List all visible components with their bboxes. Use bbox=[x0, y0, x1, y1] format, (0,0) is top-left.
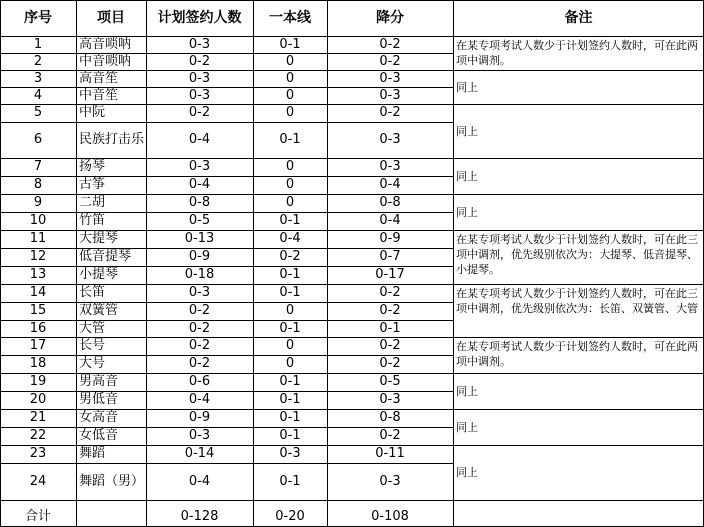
cell-tier1[interactable]: 0-1 bbox=[279, 392, 301, 407]
cell-drop[interactable]: 0-3 bbox=[379, 132, 401, 147]
cell-tier1[interactable]: 0-1 bbox=[279, 374, 301, 389]
cell-tier1[interactable]: 0-1 bbox=[279, 428, 301, 443]
cell-tier1[interactable]: 0 bbox=[285, 303, 295, 318]
cell-plan[interactable]: 0-8 bbox=[188, 195, 211, 210]
cell-tier1[interactable]: 0 bbox=[285, 338, 295, 353]
cell-tier1[interactable]: 0-1 bbox=[279, 132, 301, 147]
cell-drop[interactable]: 0-3 bbox=[379, 473, 401, 489]
cell-item[interactable]: 舞蹈 bbox=[79, 446, 106, 461]
cell-drop[interactable]: 0-2 bbox=[379, 303, 401, 318]
cell-seq[interactable]: 14 bbox=[29, 285, 47, 300]
cell-item[interactable]: 大号 bbox=[79, 356, 106, 371]
cell-plan[interactable]: 0-5 bbox=[188, 213, 211, 228]
cell-seq[interactable]: 4 bbox=[33, 87, 43, 103]
cell-seq[interactable]: 8 bbox=[33, 177, 43, 192]
cell-drop[interactable]: 0-4 bbox=[379, 213, 401, 228]
cell-tier1[interactable]: 0 bbox=[285, 159, 295, 174]
cell-plan[interactable]: 0-2 bbox=[188, 53, 211, 69]
cell-item[interactable]: 中音唢呐 bbox=[79, 53, 132, 69]
cell-item[interactable]: 高音笙 bbox=[79, 70, 119, 86]
cell-seq[interactable]: 16 bbox=[29, 320, 47, 336]
cell-tier1[interactable]: 0-1 bbox=[279, 213, 301, 228]
cell-item[interactable]: 女高音 bbox=[79, 410, 119, 425]
cell-plan[interactable]: 0-2 bbox=[188, 105, 211, 120]
cell-seq[interactable]: 11 bbox=[29, 231, 47, 246]
cell-item[interactable]: 舞蹈（男） bbox=[79, 473, 145, 489]
cell-tier1[interactable]: 0-2 bbox=[279, 249, 301, 264]
cell-seq[interactable]: 21 bbox=[29, 410, 47, 425]
cell-item[interactable]: 高音唢呐 bbox=[79, 36, 132, 52]
cell-seq[interactable]: 15 bbox=[29, 303, 47, 318]
cell-item[interactable]: 低音提琴 bbox=[79, 249, 132, 264]
cell-tier1[interactable]: 0 bbox=[285, 53, 295, 69]
cell-plan[interactable]: 0-18 bbox=[184, 267, 215, 282]
cell-seq[interactable]: 23 bbox=[29, 446, 47, 461]
cell-drop[interactable]: 0-3 bbox=[379, 392, 401, 407]
cell-drop[interactable]: 0-2 bbox=[379, 338, 401, 353]
cell-plan[interactable]: 0-3 bbox=[188, 70, 211, 86]
cell-item[interactable]: 长号 bbox=[79, 338, 106, 353]
cell-seq[interactable]: 9 bbox=[33, 195, 43, 210]
cell-tier1[interactable]: 0 bbox=[285, 70, 295, 86]
cell-drop[interactable]: 0-3 bbox=[379, 70, 401, 86]
cell-drop[interactable]: 0-11 bbox=[375, 446, 405, 461]
header-item[interactable]: 项目 bbox=[97, 10, 125, 26]
cell-tier1[interactable]: 0 bbox=[285, 356, 295, 371]
cell-tier1[interactable]: 0-1 bbox=[279, 285, 301, 300]
cell-item[interactable]: 大管 bbox=[79, 320, 106, 336]
cell-plan[interactable]: 0-6 bbox=[188, 374, 211, 389]
cell-item[interactable]: 中音笙 bbox=[79, 87, 119, 103]
cell-drop[interactable]: 0-1 bbox=[379, 320, 401, 336]
cell-seq[interactable]: 24 bbox=[29, 473, 47, 489]
cell-item[interactable]: 大提琴 bbox=[79, 231, 119, 246]
cell-plan[interactable]: 0-13 bbox=[184, 231, 215, 246]
cell-item[interactable]: 男低音 bbox=[79, 392, 119, 407]
cell-tier1[interactable]: 0 bbox=[285, 87, 295, 103]
cell-item[interactable]: 男高音 bbox=[79, 374, 119, 389]
cell-plan[interactable]: 0-3 bbox=[188, 285, 211, 300]
cell-item[interactable]: 双簧管 bbox=[79, 303, 119, 318]
cell-drop[interactable]: 0-2 bbox=[379, 356, 401, 371]
cell-item[interactable]: 小提琴 bbox=[79, 267, 119, 282]
total-item-empty[interactable] bbox=[76, 506, 146, 527]
cell-seq[interactable]: 12 bbox=[29, 249, 47, 264]
cell-item[interactable]: 竹笛 bbox=[79, 213, 106, 228]
note-cell[interactable]: 同上 bbox=[456, 205, 478, 219]
cell-item[interactable]: 古筝 bbox=[79, 177, 106, 192]
cell-tier1[interactable]: 0-1 bbox=[279, 267, 301, 282]
cell-plan[interactable]: 0-2 bbox=[188, 356, 211, 371]
cell-drop[interactable]: 0-2 bbox=[379, 53, 401, 69]
cell-drop[interactable]: 0-2 bbox=[379, 105, 401, 120]
cell-plan[interactable]: 0-2 bbox=[188, 338, 211, 353]
cell-drop[interactable]: 0-4 bbox=[379, 177, 401, 192]
header-seq[interactable]: 序号 bbox=[24, 10, 52, 26]
cell-plan[interactable]: 0-3 bbox=[188, 36, 211, 52]
cell-tier1[interactable]: 0-1 bbox=[279, 36, 301, 52]
cell-plan[interactable]: 0-4 bbox=[188, 132, 211, 147]
total-drop[interactable]: 0-108 bbox=[371, 508, 409, 524]
cell-plan[interactable]: 0-3 bbox=[188, 428, 211, 443]
note-cell[interactable]: 在某专项考试人数少于计划签约人数时，可在此两项中调剂。 bbox=[456, 340, 698, 368]
header-drop[interactable]: 降分 bbox=[376, 10, 404, 26]
cell-plan[interactable]: 0-9 bbox=[188, 410, 211, 425]
cell-drop[interactable]: 0-2 bbox=[379, 428, 401, 443]
cell-seq[interactable]: 20 bbox=[29, 392, 47, 407]
cell-plan[interactable]: 0-4 bbox=[188, 473, 211, 489]
note-cell[interactable]: 同上 bbox=[456, 169, 478, 183]
cell-drop[interactable]: 0-9 bbox=[379, 231, 401, 246]
cell-seq[interactable]: 10 bbox=[29, 213, 47, 228]
note-cell[interactable]: 在某专项考试人数少于计划签约人数时，可在此三项中调剂，优先级别依次为：大提琴、低音提琴、小提琴。 bbox=[456, 233, 698, 276]
cell-seq[interactable]: 18 bbox=[29, 356, 47, 371]
header-note[interactable]: 备注 bbox=[564, 10, 593, 26]
cell-item[interactable]: 女低音 bbox=[79, 428, 119, 443]
cell-drop[interactable]: 0-8 bbox=[379, 195, 401, 210]
cell-drop[interactable]: 0-3 bbox=[379, 159, 401, 174]
cell-item[interactable]: 长笛 bbox=[79, 285, 106, 300]
note-cell[interactable]: 同上 bbox=[456, 384, 478, 398]
note-cell[interactable]: 同上 bbox=[456, 420, 478, 434]
cell-item[interactable]: 民族打击乐 bbox=[79, 132, 145, 147]
cell-drop[interactable]: 0-7 bbox=[379, 249, 401, 264]
cell-plan[interactable]: 0-2 bbox=[188, 303, 211, 318]
cell-drop[interactable]: 0-5 bbox=[379, 374, 401, 389]
cell-tier1[interactable]: 0-3 bbox=[279, 446, 301, 461]
total-label[interactable]: 合计 bbox=[24, 508, 51, 524]
cell-plan[interactable]: 0-2 bbox=[188, 320, 211, 336]
cell-drop[interactable]: 0-17 bbox=[375, 267, 405, 282]
cell-tier1[interactable]: 0 bbox=[285, 195, 295, 210]
cell-plan[interactable]: 0-14 bbox=[184, 446, 215, 461]
cell-drop[interactable]: 0-2 bbox=[379, 285, 401, 300]
cell-seq[interactable]: 5 bbox=[33, 105, 43, 120]
note-cell[interactable]: 在某专项考试人数少于计划签约人数时，可在此两项中调剂。 bbox=[456, 39, 698, 67]
cell-tier1[interactable]: 0-1 bbox=[279, 473, 301, 489]
note-cell[interactable]: 同上 bbox=[456, 124, 478, 138]
header-plan[interactable]: 计划签约人数 bbox=[157, 10, 242, 26]
cell-item[interactable]: 中阮 bbox=[79, 105, 106, 120]
note-cell[interactable]: 同上 bbox=[456, 80, 478, 94]
total-plan[interactable]: 0-128 bbox=[180, 508, 219, 524]
cell-seq[interactable]: 17 bbox=[29, 338, 47, 353]
note-cell[interactable]: 同上 bbox=[456, 466, 478, 479]
cell-tier1[interactable]: 0-1 bbox=[279, 410, 301, 425]
cell-drop[interactable]: 0-2 bbox=[379, 36, 401, 52]
cell-seq[interactable]: 3 bbox=[33, 70, 43, 86]
cell-tier1[interactable]: 0 bbox=[285, 105, 295, 120]
cell-plan[interactable]: 0-3 bbox=[188, 87, 211, 103]
note-cell[interactable]: 在某专项考试人数少于计划签约人数时，可在此三项中调剂，优先级别依次为：长笛、双簧管、大管 bbox=[456, 287, 698, 315]
total-tier1[interactable]: 0-20 bbox=[275, 508, 305, 524]
cell-tier1[interactable]: 0-1 bbox=[279, 320, 301, 336]
cell-seq[interactable]: 19 bbox=[29, 374, 47, 389]
cell-seq[interactable]: 6 bbox=[33, 132, 43, 147]
cell-plan[interactable]: 0-9 bbox=[188, 249, 211, 264]
cell-drop[interactable]: 0-3 bbox=[379, 87, 401, 103]
cell-item[interactable]: 扬琴 bbox=[79, 159, 106, 174]
header-tier1[interactable]: 一本线 bbox=[269, 10, 311, 26]
cell-seq[interactable]: 1 bbox=[33, 36, 43, 52]
cell-plan[interactable]: 0-4 bbox=[188, 392, 211, 407]
total-note-empty[interactable] bbox=[453, 506, 704, 527]
cell-plan[interactable]: 0-3 bbox=[188, 159, 211, 174]
cell-seq[interactable]: 13 bbox=[29, 267, 47, 282]
cell-tier1[interactable]: 0-4 bbox=[279, 231, 301, 246]
cell-item[interactable]: 二胡 bbox=[79, 195, 106, 210]
cell-drop[interactable]: 0-8 bbox=[379, 410, 401, 425]
cell-tier1[interactable]: 0 bbox=[285, 177, 295, 192]
cell-seq[interactable]: 7 bbox=[33, 159, 43, 174]
cell-seq[interactable]: 22 bbox=[29, 428, 47, 443]
cell-plan[interactable]: 0-4 bbox=[188, 177, 211, 192]
cell-seq[interactable]: 2 bbox=[33, 53, 43, 69]
